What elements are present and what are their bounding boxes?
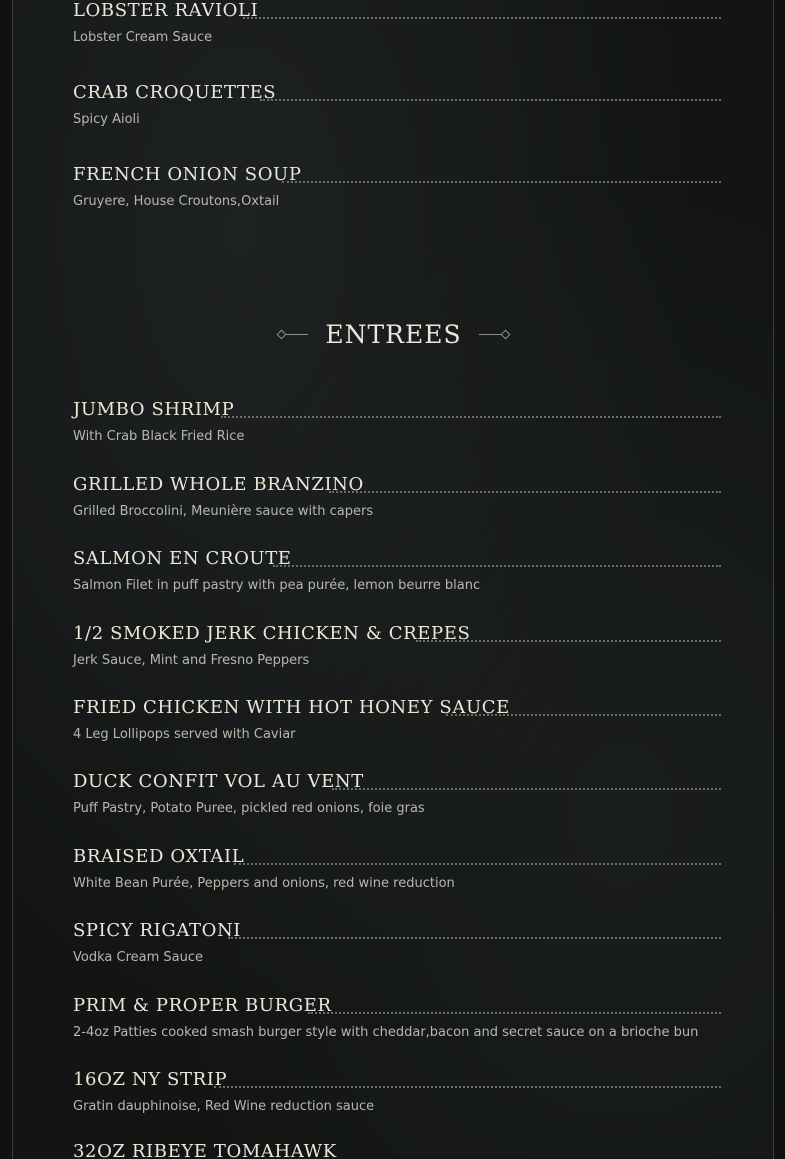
menu-item-name: PRIM & PROPER BURGER: [73, 995, 332, 1016]
dotted-leader: [416, 640, 721, 642]
dotted-leader: [329, 491, 721, 493]
menu-item-description: Gratin dauphinoise, Red Wine reduction sauce: [73, 1099, 375, 1114]
menu-item-name: FRIED CHICKEN WITH HOT HONEY SAUCE: [73, 697, 510, 718]
menu-item: [73, 771, 723, 821]
menu-item-name: FRENCH ONION SOUP: [73, 164, 302, 185]
menu-item: [73, 164, 723, 214]
menu-item: [73, 474, 723, 524]
menu-item-description: Jerk Sauce, Mint and Fresno Peppers: [73, 653, 310, 668]
menu-item: [73, 0, 723, 50]
menu-item-description: Grilled Broccolini, Meunière sauce with capers: [73, 504, 374, 519]
menu-item-name: JUMBO SHRIMP: [73, 399, 235, 420]
dotted-leader: [308, 1012, 721, 1014]
menu-item-name: 1/2 SMOKED JERK CHICKEN & CREPES: [73, 623, 471, 644]
menu-item-name: 16OZ NY STRIP: [73, 1069, 228, 1090]
menu-item-name: DUCK CONFIT VOL AU VENT: [73, 771, 364, 792]
menu-item-description: With Crab Black Fried Rice: [73, 429, 245, 444]
menu-item: [73, 1141, 723, 1159]
menu-item-name: CRAB CROQUETTES: [73, 82, 277, 103]
menu-item-description: Spicy Aioli: [73, 112, 140, 127]
menu-item: [73, 623, 723, 673]
menu-item-description: 4 Leg Lollipops served with Caviar: [73, 727, 296, 742]
menu-item-name: GRILLED WHOLE BRANZINO: [73, 474, 364, 495]
menu-item-description: Puff Pastry, Potato Puree, pickled red onions, foie gras: [73, 801, 425, 816]
dotted-leader: [446, 714, 721, 716]
ornament-right-icon: [477, 330, 511, 340]
menu-page: [12, 0, 774, 1159]
ornament-left-icon: [276, 330, 310, 340]
dotted-leader: [228, 937, 721, 939]
menu-item-description: White Bean Purée, Peppers and onions, red wine reduction: [73, 876, 455, 891]
section-heading: [1, 318, 785, 352]
menu-item-name: SPICY RIGATONI: [73, 920, 242, 941]
menu-item: [73, 995, 723, 1045]
dotted-leader: [332, 788, 721, 790]
menu-item: [73, 548, 723, 598]
dotted-leader: [214, 1086, 721, 1088]
menu-item-description: Vodka Cream Sauce: [73, 950, 203, 965]
menu-item-description: 2-4oz Patties cooked smash burger style with cheddar,bacon and secret sauce on a brioche bun: [73, 1025, 699, 1040]
menu-item: [73, 82, 723, 132]
section-title: ENTREES: [325, 320, 462, 349]
dotted-leader: [273, 565, 721, 567]
menu-item: [73, 697, 723, 747]
menu-item-description: Lobster Cream Sauce: [73, 30, 213, 45]
menu-item: [73, 1069, 723, 1119]
dotted-leader: [243, 17, 721, 19]
menu-item: [73, 399, 723, 449]
dotted-leader: [282, 181, 721, 183]
menu-item-description: Gruyere, House Croutons,Oxtail: [73, 194, 280, 209]
menu-item-name: LOBSTER RAVIOLI: [73, 0, 259, 21]
menu-item: [73, 846, 723, 896]
dotted-leader: [260, 99, 721, 101]
menu-item: [73, 920, 723, 970]
menu-item-name: SALMON EN CROUTE: [73, 548, 292, 569]
dotted-leader: [234, 863, 721, 865]
dotted-leader: [221, 416, 721, 418]
menu-item-name: BRAISED OXTAIL: [73, 846, 245, 867]
menu-item-name: 32OZ RIBEYE TOMAHAWK: [73, 1141, 337, 1159]
menu-item-description: Salmon Filet in puff pastry with pea purée, lemon beurre blanc: [73, 578, 481, 593]
